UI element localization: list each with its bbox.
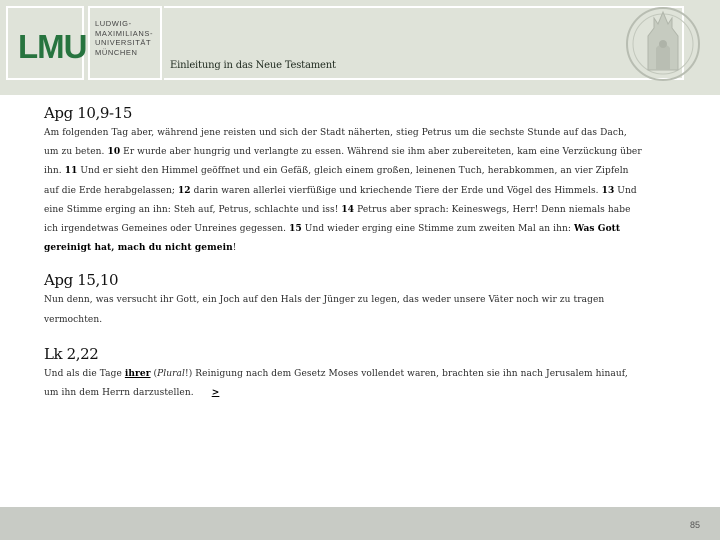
italic-text: Plural	[157, 368, 186, 379]
section-heading: Apg 10,9-15	[44, 104, 132, 122]
emphasized-text: Was Gott gereinigt hat, mach du nicht gemein	[44, 224, 621, 254]
university-name-line: MAXIMILIANS-	[95, 28, 154, 38]
university-name-line: UNIVERSITÄT	[95, 38, 152, 48]
lmu-logo-text: LMU	[18, 28, 87, 65]
university-name	[95, 19, 153, 57]
university-seal-icon	[618, 4, 708, 84]
verse-number: 13	[601, 185, 615, 196]
university-name-line: MÜNCHEN	[95, 47, 138, 57]
text-run: !	[232, 243, 237, 254]
section-heading: Apg 15,10	[44, 271, 119, 290]
page-number: 85	[689, 520, 700, 530]
slide-header	[0, 0, 720, 95]
verse-number: 10	[107, 147, 121, 158]
title-box	[164, 6, 684, 80]
slide-title: Einleitung in das Neue Testament	[170, 60, 336, 71]
slide-content	[44, 104, 644, 403]
lmu-logo	[6, 6, 87, 80]
section-apg-15	[44, 271, 644, 329]
section-text	[44, 291, 644, 329]
text-run: !) Reinigung nach dem Gesetz Moses vollendet waren, brachten sie ihn nach Jerusalem hinauf, um ihn dem Herrn darzustellen.	[44, 368, 628, 399]
verse-number: 15	[289, 224, 302, 235]
section-heading: Lk 2,22	[44, 344, 99, 363]
section-lk-2	[44, 345, 644, 403]
verse-number: 11	[64, 166, 78, 177]
verse-number: 12	[177, 185, 191, 196]
text-run: Und als die Tage	[44, 368, 125, 379]
slide-footer	[0, 507, 720, 540]
text-run: darin waren allerlei vierfüßige und kriechende Tiere der Erde und Vögel des Himmels.	[190, 185, 602, 196]
university-name-box	[88, 6, 162, 80]
text-run: Er wurde aber hungrig und verlangte zu essen. Während sie ihm aber zubereiteten, kam eine Verzückung über ihn.	[44, 147, 642, 177]
underlined-text: ihrer	[124, 368, 151, 379]
section-text	[44, 124, 644, 258]
text-run: Und eine Stimme erging an ihn: Steh auf, Petrus, schlachte und iss!	[44, 185, 637, 215]
text-run: Und er sieht den Himmel geöffnet und ein Gefäß, gleich einem großen, leinenen Tuch, herabkommen, an vier Zipfeln auf die Erde herabgelassen;	[44, 166, 629, 196]
next-slide-link[interactable]: >	[211, 388, 220, 399]
university-name-line: LUDWIG-	[95, 19, 132, 28]
text-run: Und wieder erging eine Stimme zum zweiten Mal an ihn:	[301, 224, 575, 235]
text-run: Nun denn, was versucht ihr Gott, ein Joch auf den Hals der Jünger zu legen, das weder unsere Väter noch wir zu tragen vermochten.	[44, 295, 605, 325]
text-run: (	[150, 368, 158, 379]
text-run: Am folgenden Tag aber, während jene reisten und sich der Stadt näherten, stieg Petrus um die sechste Stunde auf das Dach, um zu beten.	[44, 128, 627, 158]
section-text	[44, 365, 644, 403]
text-run: Petrus aber sprach: Keineswegs, Herr! Denn niemals habe ich irgendetwas Gemeines oder Unreines gegessen.	[44, 204, 631, 235]
verse-number: 14	[341, 204, 355, 215]
section-apg-10	[44, 104, 644, 258]
